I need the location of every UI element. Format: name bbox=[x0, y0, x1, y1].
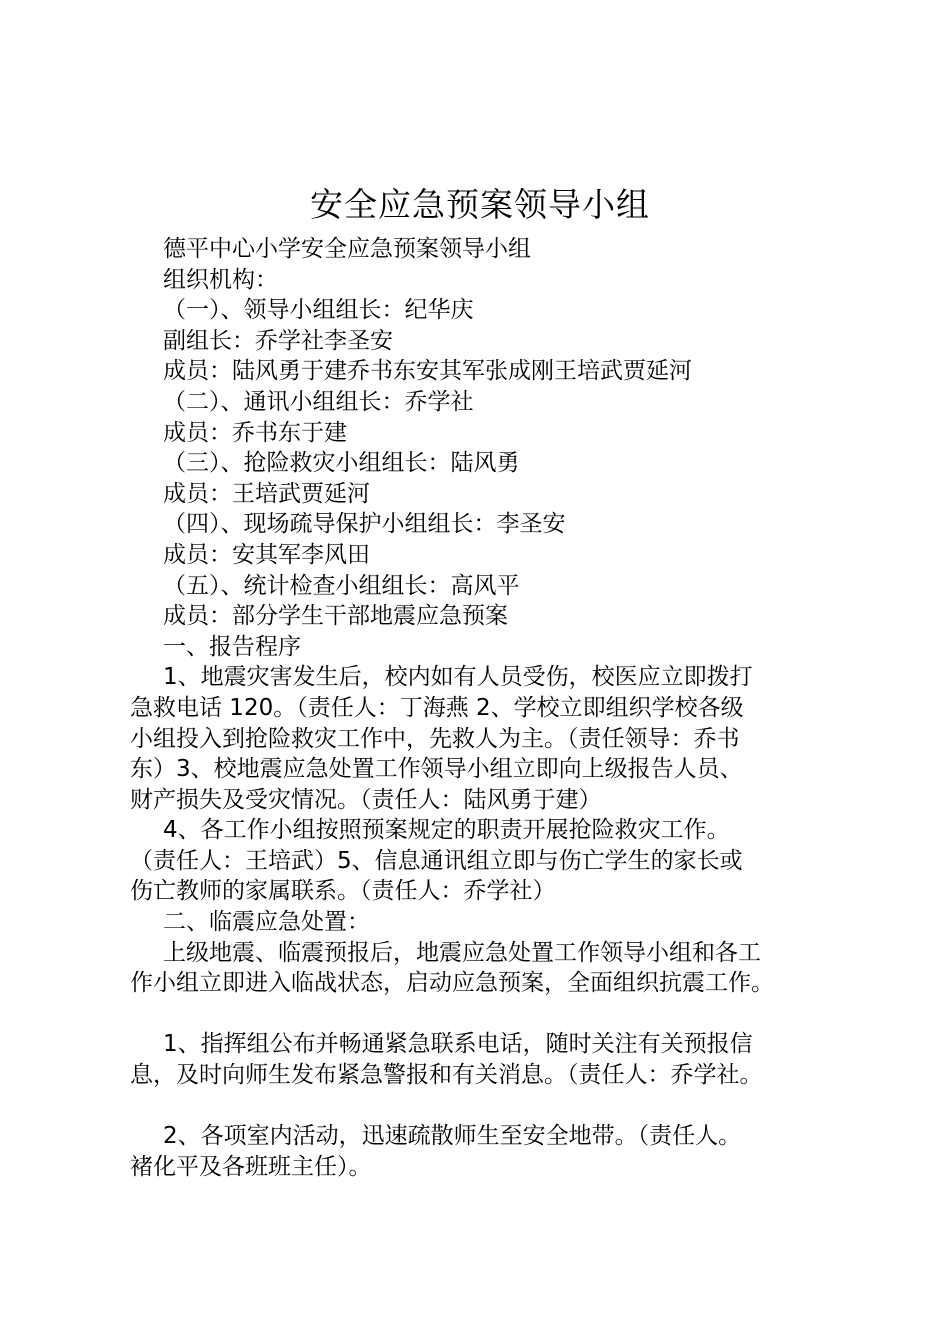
text-line: 组织机构： bbox=[163, 266, 278, 293]
blank-line bbox=[130, 1091, 870, 1122]
text-line: 一、报告程序 bbox=[163, 633, 301, 660]
text-line: 成员：部分学生干部地震应急预案 bbox=[163, 603, 508, 630]
text-line: 副组长：乔学社李圣安 bbox=[163, 327, 393, 354]
text-line: （三）、抢险救灾小组组长：陆风勇 bbox=[163, 450, 520, 477]
text-line: 褚化平及各班班主任）。 bbox=[130, 1153, 372, 1180]
text-line: 德平中心小学安全应急预案领导小组 bbox=[163, 236, 531, 262]
text-line: （五）、统计检查小组组长：高风平 bbox=[163, 572, 520, 599]
text-line: 4、各工作小组按照预案规定的职责开展抢险救灾工作。 bbox=[163, 817, 730, 844]
text-line: 上级地震、临震预报后，地震应急处置工作领导小组和各工 bbox=[163, 939, 761, 966]
text-line: 成员：王培武贾延河 bbox=[163, 480, 370, 507]
text-line: （二）、通讯小组组长：乔学社 bbox=[163, 388, 474, 415]
text-line: 成员：陆风勇于建乔书东安其军张成刚王培武贾延河 bbox=[163, 358, 692, 385]
text-line: 伤亡教师的家属联系。（责任人：乔学社） bbox=[130, 878, 556, 905]
text-line: 息，及时向师生发布紧急警报和有关消息。（责任人：乔学社。 bbox=[130, 1062, 763, 1089]
document-body bbox=[130, 234, 870, 1182]
blank-line bbox=[130, 999, 870, 1030]
text-line: 成员：安其军李风田 bbox=[163, 541, 370, 568]
document-title: 安全应急预案领导小组 bbox=[310, 185, 650, 224]
text-line: 成员：乔书东于建 bbox=[163, 419, 347, 446]
text-line: 二、临震应急处置： bbox=[163, 909, 370, 936]
text-line: 1、指挥组公布并畅通紧急联系电话，随时关注有关预报信 bbox=[163, 1031, 753, 1058]
text-line: 财产损失及受灾情况。（责任人：陆风勇于建） bbox=[130, 786, 602, 813]
text-line: 急救电话 120。（责任人：丁海燕 2、学校立即组织学校各级 bbox=[130, 694, 744, 721]
text-line: 2、各项室内活动，迅速疏散师生至安全地带。（责任人。 bbox=[163, 1123, 742, 1150]
text-line: 小组投入到抢险救灾工作中，先救人为主。（责任领导：乔书 bbox=[130, 725, 740, 752]
text-line: 东）3、校地震应急处置工作领导小组立即向上级报告人员、 bbox=[130, 756, 743, 783]
text-line: （责任人：王培武）5、信息通讯组立即与伤亡学生的家长或 bbox=[130, 847, 743, 874]
text-line: （一）、领导小组组长：纪华庆 bbox=[163, 297, 474, 324]
text-line: 1、地震灾害发生后，校内如有人员受伤，校医应立即拨打 bbox=[163, 664, 753, 691]
text-line: （四）、现场疏导保护小组组长：李圣安 bbox=[163, 511, 566, 538]
text-line: 作小组立即进入临战状态，启动应急预案，全面组织抗震工作。 bbox=[130, 970, 774, 997]
